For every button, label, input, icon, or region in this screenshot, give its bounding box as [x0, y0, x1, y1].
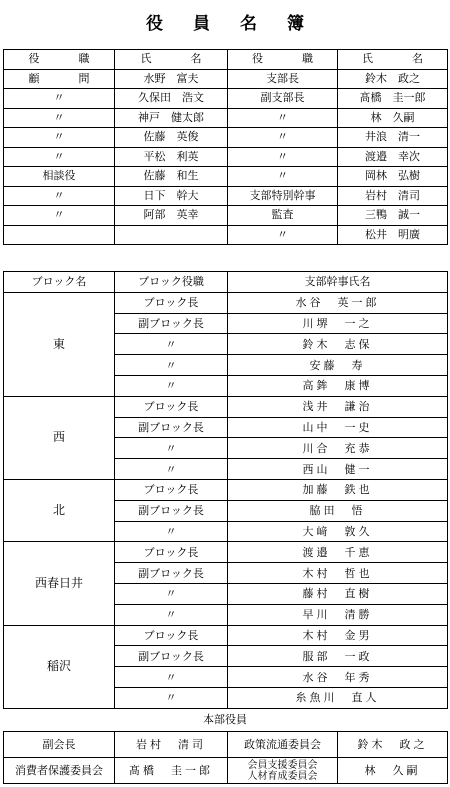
officer-row	[4, 89, 448, 109]
block-role: 〃	[115, 438, 228, 459]
officer-role-right: 〃	[228, 225, 338, 245]
officers-header-row	[4, 50, 448, 70]
officer-name-left: 平松 利英	[115, 147, 228, 167]
officer-role-right: 〃	[228, 147, 338, 167]
officer-role-right: 副支部長	[228, 89, 338, 109]
officer-role-right: 監査	[228, 206, 338, 226]
officer-name-left: 阿部 英幸	[115, 206, 228, 226]
block-member-row	[4, 292, 448, 313]
officer-name-left: 佐藤 和生	[115, 167, 228, 187]
officer-name-right: 渡邉 幸次	[338, 147, 448, 167]
officer-row	[4, 225, 448, 245]
officer-role-left: 〃	[4, 108, 115, 128]
block-role: ブロック長	[115, 292, 228, 313]
block-member-row	[4, 479, 448, 500]
headquarters-row	[4, 732, 448, 758]
officer-role-left: 〃	[4, 89, 115, 109]
hq-role-right	[228, 732, 338, 758]
hq-name-left: 岩村 清司	[115, 732, 228, 758]
officer-name-left: 佐藤 英俊	[115, 128, 228, 148]
headquarters-row	[4, 758, 448, 784]
hq-role-left: 副会長	[4, 732, 115, 758]
block-role: 〃	[115, 334, 228, 355]
hq-role-right-line: 人材育成委員会	[247, 770, 318, 782]
block-name: 西	[4, 396, 115, 479]
block-person: 脇田 悟	[228, 500, 448, 521]
header-name-2: 氏 名	[338, 50, 448, 70]
block-role: 副ブロック長	[115, 500, 228, 521]
block-person: 西山 健一	[228, 459, 448, 480]
block-person: 木村 金男	[228, 625, 448, 646]
block-role: 〃	[115, 459, 228, 480]
block-role: 副ブロック長	[115, 417, 228, 438]
block-person: 鈴木 志保	[228, 334, 448, 355]
block-name: 北	[4, 479, 115, 541]
officer-row	[4, 108, 448, 128]
officer-role-right: 〃	[228, 108, 338, 128]
block-person: 加藤 鉄也	[228, 479, 448, 500]
block-name: 西春日井	[4, 542, 115, 625]
block-person: 浅井 謙治	[228, 396, 448, 417]
block-member-row	[4, 625, 448, 646]
block-role: 〃	[115, 583, 228, 604]
officer-name-right: 松井 明廣	[338, 225, 448, 245]
block-role: ブロック長	[115, 542, 228, 563]
block-role: 副ブロック長	[115, 313, 228, 334]
officer-role-right: 支部特別幹事	[228, 186, 338, 206]
block-role: 〃	[115, 687, 228, 708]
block-person: 大﨑 敦久	[228, 521, 448, 542]
hq-role-right-line: 政策流通委員会	[244, 737, 321, 751]
block-person: 早川 清勝	[228, 604, 448, 625]
hq-role-right-line: 会員支援委員会	[247, 759, 318, 771]
officer-name-right: 井浪 清一	[338, 128, 448, 148]
officer-row	[4, 206, 448, 226]
officer-name-left: 水野 富夫	[115, 69, 228, 89]
officer-role-left: 〃	[4, 186, 115, 206]
headquarters-heading: 本部役員	[203, 713, 247, 726]
hq-name-left: 髙橋 圭一郎	[115, 758, 228, 784]
block-person: 木村 哲也	[228, 563, 448, 584]
officer-row	[4, 167, 448, 187]
officer-row	[4, 186, 448, 206]
block-role: 副ブロック長	[115, 563, 228, 584]
block-person: 川堺 一之	[228, 313, 448, 334]
officer-role-right: 支部長	[228, 69, 338, 89]
officer-role-right: 〃	[228, 167, 338, 187]
officer-name-right: 林 久嗣	[338, 108, 448, 128]
block-person: 山中 一史	[228, 417, 448, 438]
officer-row	[4, 69, 448, 89]
officer-role-left: 顧 問	[4, 69, 115, 89]
officer-name-left: 久保田 浩文	[115, 89, 228, 109]
block-member-row	[4, 542, 448, 563]
officer-name-right: 髙橋 圭一郎	[338, 89, 448, 109]
block-person: 水谷 年秀	[228, 667, 448, 688]
headquarters-table	[3, 731, 448, 784]
block-person: 糸魚川 直人	[228, 687, 448, 708]
officer-role-left: 〃	[4, 128, 115, 148]
officer-role-left: 〃	[4, 206, 115, 226]
block-role: 〃	[115, 521, 228, 542]
officer-role-left: 相談役	[4, 167, 115, 187]
officer-row	[4, 128, 448, 148]
officer-row	[4, 147, 448, 167]
block-person: 高鉾 康博	[228, 375, 448, 396]
block-name: 稲沢	[4, 625, 115, 708]
officer-name-right: 鈴木 政之	[338, 69, 448, 89]
blocks-header-row	[4, 272, 448, 293]
block-role: 〃	[115, 604, 228, 625]
block-role: 〃	[115, 667, 228, 688]
block-person: 川合 充恭	[228, 438, 448, 459]
officer-name-right: 岩村 清司	[338, 186, 448, 206]
block-role: ブロック長	[115, 396, 228, 417]
hq-role-right	[228, 758, 338, 784]
header-block-role: ブロック役職	[115, 272, 228, 293]
officer-role-left: 〃	[4, 147, 115, 167]
hq-role-left: 消費者保護委員会	[4, 758, 115, 784]
officer-name-right: 岡林 弘樹	[338, 167, 448, 187]
hq-name-right: 鈴木 政之	[338, 732, 448, 758]
header-name-1: 氏 名	[115, 50, 228, 70]
block-person: 渡邉 千恵	[228, 542, 448, 563]
block-person: 水谷 英一郎	[228, 292, 448, 313]
block-person: 藤村 直樹	[228, 583, 448, 604]
officer-role-left	[4, 225, 115, 245]
officer-name-left: 日下 幹大	[115, 186, 228, 206]
officer-name-left	[115, 225, 228, 245]
block-person: 服部 一政	[228, 646, 448, 667]
officers-table	[3, 49, 448, 245]
block-person: 安藤 寿	[228, 355, 448, 376]
block-role: 〃	[115, 375, 228, 396]
block-role: 副ブロック長	[115, 646, 228, 667]
block-role: ブロック長	[115, 479, 228, 500]
officer-role-right: 〃	[228, 128, 338, 148]
header-role-2: 役 職	[228, 50, 338, 70]
officer-name-left: 神戸 健太郎	[115, 108, 228, 128]
officer-name-right: 三鴨 誠一	[338, 206, 448, 226]
block-member-row	[4, 396, 448, 417]
page-title: 役員名簿	[146, 14, 334, 34]
header-branch-secretary: 支部幹事氏名	[228, 272, 448, 293]
hq-name-right: 林 久嗣	[338, 758, 448, 784]
header-role-1: 役 職	[4, 50, 115, 70]
block-role: ブロック長	[115, 625, 228, 646]
block-name: 東	[4, 292, 115, 396]
blocks-table	[3, 271, 448, 709]
header-block-name: ブロック名	[4, 272, 115, 293]
block-role: 〃	[115, 355, 228, 376]
